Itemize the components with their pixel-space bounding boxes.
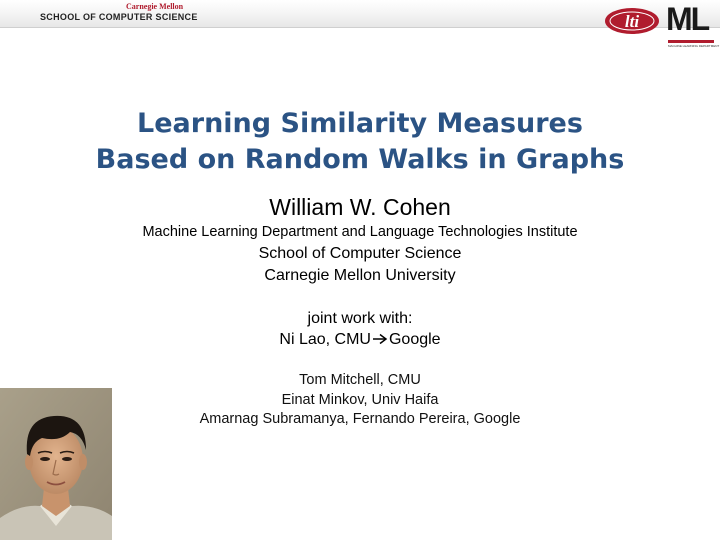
primary-collaborator: [0, 331, 720, 349]
ml-logo-bar: [668, 40, 714, 43]
collaborator-to: Google: [388, 331, 441, 348]
university-name: Carnegie Mellon University: [264, 267, 456, 284]
title-line-2: Based on Random Walks in Graphs: [95, 144, 625, 175]
portrait-photo: [0, 388, 112, 540]
lti-logo: [604, 6, 660, 36]
department-lti: Language Technologies Institute: [369, 224, 578, 240]
cmu-wordmark: Carnegie Mellon: [126, 2, 184, 11]
arrow-right-icon: [372, 333, 388, 345]
lti-logo-text: lti: [624, 12, 640, 31]
slide-title: [40, 106, 680, 178]
department-and: and: [341, 224, 366, 240]
ml-logo-subtitle: MACHINE LEARNING DEPARTMENT: [668, 44, 720, 48]
joint-work-label: joint work with:: [307, 310, 413, 327]
collaborator-line: Einat Minkov, Univ Haifa: [281, 391, 439, 408]
school-header-label: SCHOOL OF COMPUTER SCIENCE: [40, 12, 198, 22]
ml-logo: [666, 1, 720, 50]
ml-logo-text: ML: [666, 1, 709, 37]
collaborator-line: Amarnag Subramanya, Fernando Pereira, Google: [199, 411, 521, 427]
title-line-1: Learning Similarity Measures: [137, 108, 583, 139]
collaborator-from: Ni Lao, CMU: [279, 331, 371, 348]
author-name: William W. Cohen: [269, 194, 451, 220]
school-name: School of Computer Science: [258, 245, 462, 262]
department-line: [0, 224, 720, 240]
collaborator-line: Tom Mitchell, CMU: [299, 372, 421, 388]
department-ml: Machine Learning Department: [142, 224, 338, 240]
